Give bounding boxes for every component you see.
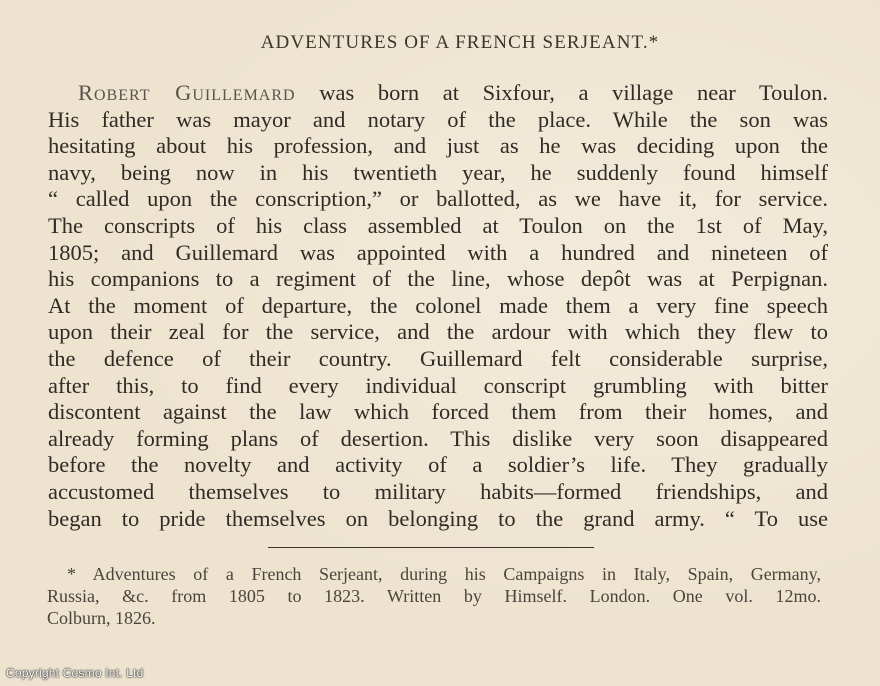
body-line-11: the defence of their country. Guillemard felt considerable surprise, [48,345,828,371]
article-body [48,80,828,532]
footnote-line-1: * Adventures of a French Serjeant, during his Campaigns in Italy, Spain, Germany, [67,564,821,584]
body-line-1-text: was born at Sixfour, a village near Toulon. [295,80,828,105]
footnote-divider [268,547,594,548]
body-line-4: navy, being now in his twentieth year, he suddenly found himself [48,159,828,185]
body-line-9: At the moment of departure, the colonel made them a very fine speech [48,292,828,318]
footnote-line-3: Colburn, 1826. [47,608,156,628]
footnote-line-2: Russia, &c. from 1805 to 1823. Written by Himself. London. One vol. 12mo. [47,586,821,606]
body-line-12: after this, to find every individual conscript grumbling with bitter [48,372,828,398]
body-line-16: accustomed themselves to military habits—formed friendships, and [48,478,828,504]
body-line-1 [48,80,828,107]
body-line-6: The conscripts of his class assembled at Toulon on the 1st of May, [48,212,828,238]
chapter-title: ADVENTURES OF A FRENCH SERJEANT.* [260,32,660,53]
body-line-10: upon their zeal for the service, and the ardour with which they flew to [48,319,828,345]
body-line-5: “ called upon the conscription,” or ballotted, as we have it, for service. [48,186,828,212]
copyright-watermark: Copyright Cosmo Int. Ltd [6,666,144,680]
body-line-15: before the novelty and activity of a soldier’s life. They gradually [48,452,828,478]
body-line-14: already forming plans of desertion. This dislike very soon disappeared [48,425,828,451]
body-line-8: his companions to a regiment of the line, whose depôt was at Perpignan. [48,266,828,292]
author-name: Robert Guillemard [78,80,296,105]
body-line-3: hesitating about his profession, and just as he was deciding upon the [48,133,828,159]
body-line-13: discontent against the law which forced them from their homes, and [48,399,828,425]
body-line-7: 1805; and Guillemard was appointed with a hundred and nineteen of [48,239,828,265]
body-line-17: began to pride themselves on belonging to the grand army. “ To use [48,505,828,531]
body-line-2: His father was mayor and notary of the place. While the son was [48,106,828,132]
footnote [47,563,821,629]
